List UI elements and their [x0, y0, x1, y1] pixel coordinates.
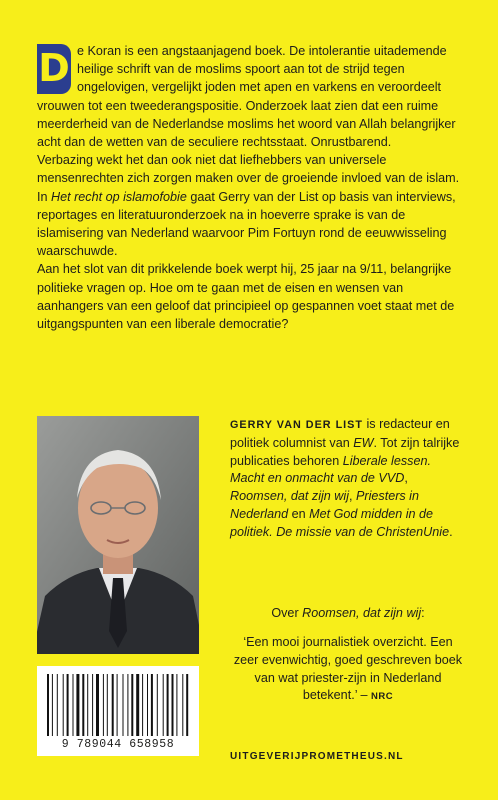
barcode	[37, 666, 199, 756]
barcode-bar	[142, 674, 143, 736]
barcode-bar	[186, 674, 188, 736]
barcode-bar	[172, 674, 174, 736]
blurb-paragraph-2: Verbazing wekt het dan ook niet dat liefhebbers van universele mensenrechten zich zorgen maken over de groeiende invloed van de islam. In Het recht op islamofobie gaat Gerry van der List op basis van interviews, reportages en literatuuronderzoek na in hoeverre sprake is van de islamisering van Nederland waarvoor Pim Fortuyn rond de eeuwwisseling waarschuwde.	[37, 153, 460, 259]
barcode-bar	[82, 674, 84, 736]
review-source: NRC	[371, 691, 394, 703]
barcode-bar	[107, 674, 108, 736]
review-intro: Over Roomsen, dat zijn wij:	[271, 606, 425, 620]
book-title: Het recht op islamofobie	[51, 189, 187, 204]
barcode-bar	[131, 674, 133, 736]
barcode-bar	[147, 674, 148, 736]
barcode-bar	[151, 674, 153, 736]
barcode-bar	[127, 674, 128, 736]
barcode-bar	[117, 674, 118, 736]
review-quote: ‘Een mooi journalistiek overzicht. Een zeer evenwichtig, goed geschreven boek van wat priester-zijn in Nederland betekent.’ – NRC	[233, 635, 463, 703]
barcode-bar	[67, 674, 69, 736]
barcode-bar	[63, 674, 64, 736]
barcode-bar	[96, 674, 99, 736]
barcode-bar	[163, 674, 164, 736]
barcode-bar	[167, 674, 169, 736]
barcode-bar	[157, 674, 158, 736]
barcode-bar	[57, 674, 58, 736]
barcode-bar	[52, 674, 53, 736]
barcode-bar	[103, 674, 104, 736]
author-name: GERRY VAN DER LIST	[230, 419, 363, 431]
blurb-paragraph-3: Aan het slot van dit prikkelende boek werpt hij, 25 jaar na 9/11, belangrijke politieke vragen op. Hoe om te gaan met de eisen en wensen van aanhangers van een geloof dat principieel op gespannen voet staat met de uitgangspunten van een liberale democratie?	[37, 262, 455, 332]
barcode-bars	[45, 674, 191, 736]
drop-cap: D	[37, 44, 71, 94]
barcode-bar	[123, 674, 124, 736]
publisher-url: UITGEVERIJPROMETHEUS.NL	[230, 751, 404, 762]
barcode-bar	[87, 674, 88, 736]
barcode-bar	[47, 674, 49, 736]
barcode-bar	[112, 674, 114, 736]
author-photo	[37, 416, 199, 654]
barcode-bar	[182, 674, 183, 736]
author-bio: GERRY VAN DER LIST is redacteur en politiek columnist van EW. Tot zijn talrijke publicaties behoren Liberale lessen. Macht en onmacht van de VVD, Roomsen, dat zijn wij, Priesters in Nederland en Met God midden in de politiek. De missie van de ChristenUnie.	[230, 417, 460, 539]
barcode-bar	[73, 674, 74, 736]
barcode-bar	[176, 674, 177, 736]
barcode-bar	[76, 674, 79, 736]
isbn-number: 9 789044 658958	[61, 738, 175, 751]
barcode-bar	[136, 674, 139, 736]
blurb-paragraph-1: e Koran is een angstaanjagend boek. De intolerantie uitademende heilige schrift van de moslims spoort aan tot de strijd tegen ongelovigen, vergelijkt joden met apen en varkens en veroordeelt vrouwen tot een tweederangspositie. Onderzoek laat zien dat een ruime meerderheid van de Nederlandse moslims het woord van Allah belangrijker acht dan de wetten van de seculiere rechtsstaat. Onrustbarend.	[37, 44, 456, 150]
barcode-bar	[92, 674, 93, 736]
back-cover-blurb	[37, 42, 467, 333]
